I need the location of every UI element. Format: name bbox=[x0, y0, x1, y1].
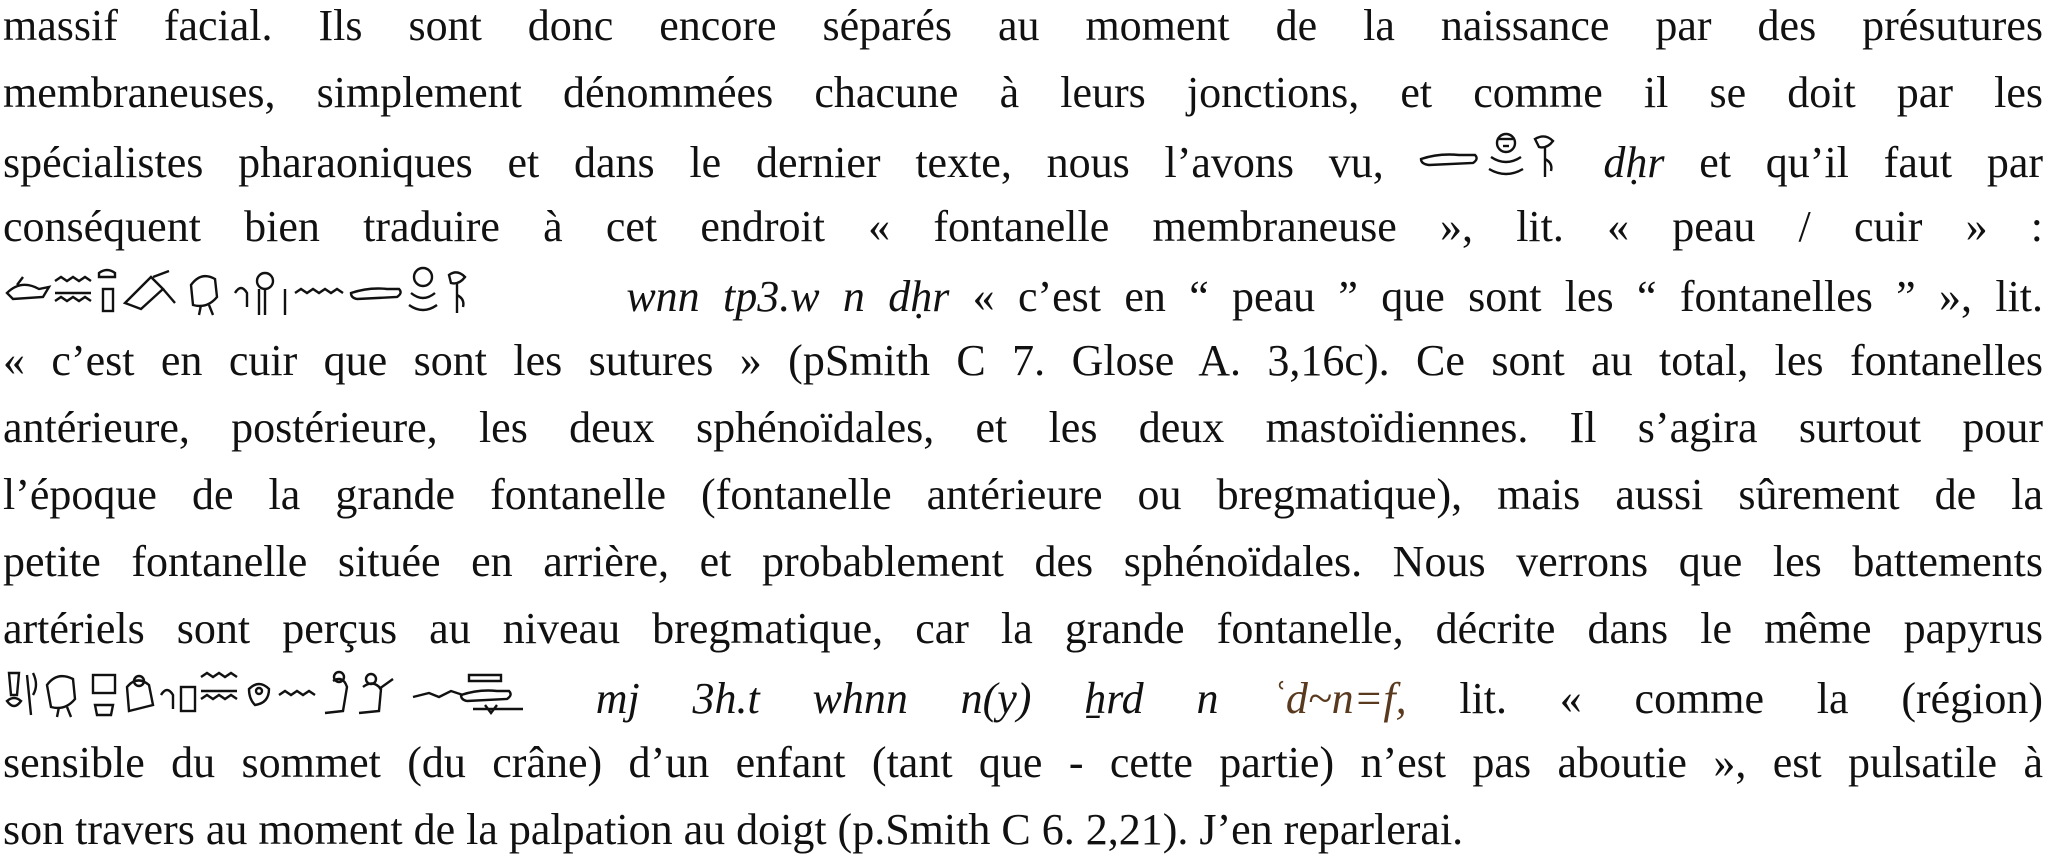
text-line bbox=[3, 0, 2043, 57]
hieroglyph-wnn-tp3w-n-dhr-icon bbox=[3, 263, 603, 319]
text-span: « c’est en cuir que sont les sutures » (pSmith C 7. Glose A. 3,16c). Ce sont au total, les fontanelles bbox=[3, 336, 2043, 385]
text-span: antérieure, postérieure, les deux sphénoïdales, et les deux mastoïdiennes. Il s’agira surtout pour bbox=[3, 403, 2043, 452]
text-line bbox=[3, 196, 2043, 258]
text-line bbox=[3, 263, 2043, 325]
text-span: « c’est en “ peau ” que sont les “ fontanelles ” », lit. bbox=[972, 272, 2044, 321]
transliteration: wnn tp3.w n dḥr bbox=[626, 272, 950, 321]
hieroglyph-mj-3ht-whnn-icon bbox=[3, 665, 543, 721]
text-line bbox=[3, 330, 2043, 392]
text-line bbox=[3, 799, 2043, 861]
text-span: son travers au moment de la palpation au doigt (p.Smith C 6. 2,21). J’en reparlerai. bbox=[3, 805, 1464, 854]
transliteration: dḥr bbox=[1603, 138, 1665, 187]
text-line bbox=[3, 665, 2043, 727]
hieroglyph-dhr-icon bbox=[1419, 129, 1569, 185]
text-span: conséquent bien traduire à cet endroit « fontanelle membraneuse », lit. « peau / cuir » : bbox=[3, 202, 2043, 251]
text-span: et qu’il faut par bbox=[1699, 138, 2044, 187]
text-line bbox=[3, 531, 2043, 593]
text-span: l’époque de la grande fontanelle (fontanelle antérieure ou bregmatique), mais aussi sûrement de la bbox=[3, 470, 2043, 519]
text-line bbox=[3, 129, 2043, 191]
text-span: sensible du sommet (du crâne) d’un enfant (tant que - cette partie) n’est pas aboutie », est pulsatile à bbox=[3, 738, 2043, 787]
text-span: membraneuses, simplement dénommées chacune à leurs jonctions, et comme il se doit par les bbox=[3, 68, 2043, 117]
text-span: lit. « comme la (région) bbox=[1459, 674, 2044, 723]
text-line bbox=[3, 598, 2043, 660]
transliteration: mj 3h.t whnn n(y) ẖrd n bbox=[595, 674, 1219, 723]
transliteration-accent: ʿd~n=f, bbox=[1271, 674, 1407, 723]
text-span: massif facial. Ils sont donc encore séparés au moment de la naissance par des présutures bbox=[3, 1, 2043, 50]
text-line bbox=[3, 62, 2043, 124]
text-span: petite fontanelle située en arrière, et probablement des sphénoïdales. Nous verrons que les battements bbox=[3, 537, 2043, 586]
text-line bbox=[3, 397, 2043, 459]
text-line bbox=[3, 732, 2043, 794]
text-span: artériels sont perçus au niveau bregmatique, car la grande fontanelle, décrite dans le même papyrus bbox=[3, 604, 2043, 653]
text-span: spécialistes pharaoniques et dans le dernier texte, nous l’avons vu, bbox=[3, 138, 1384, 187]
text-line bbox=[3, 464, 2043, 526]
